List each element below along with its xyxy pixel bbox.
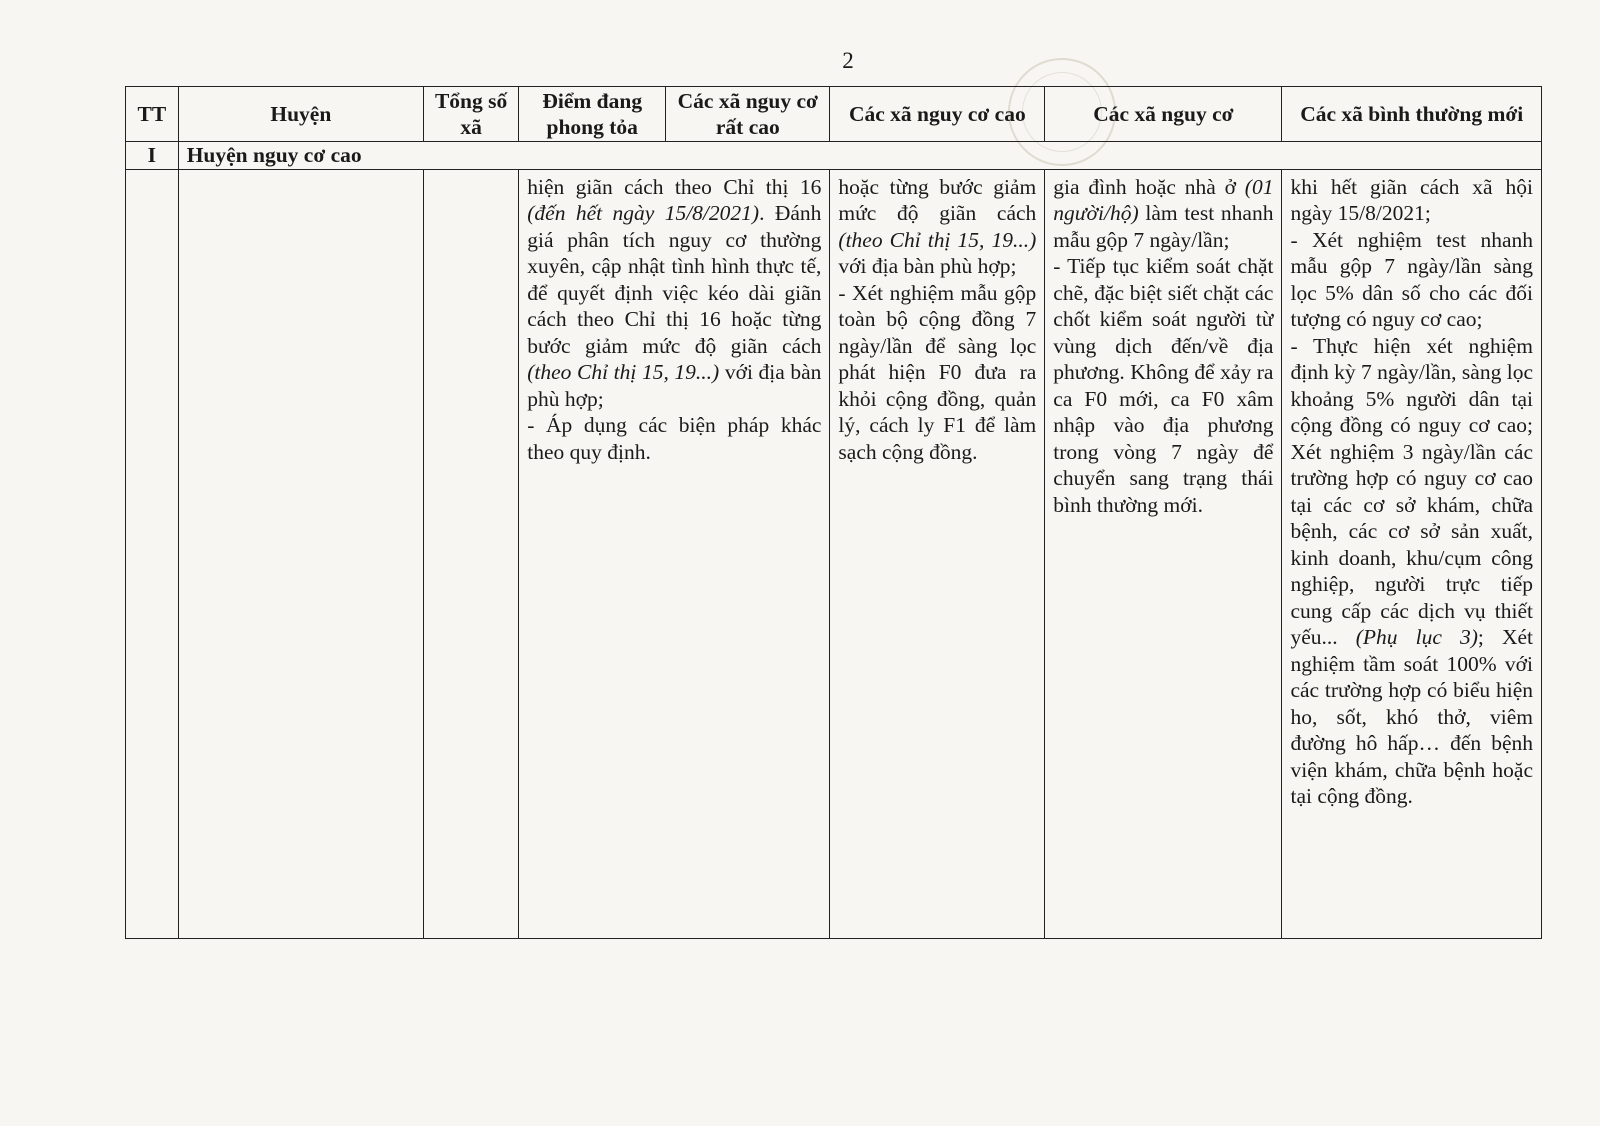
text-cao: hoặc từng bước giảm mức độ giãn cách (theo Chỉ thị 15, 19...) với địa bàn phù hợp; - Xét nghiệm mẫu gộp toàn bộ cộng đồng 7 ngày/lần để sàng lọc phát hiện F0 đưa ra khỏi cộng đồng, quản lý, cách ly F1 để làm sạch cộng đồng.	[838, 174, 1037, 464]
cell-binh-thuong	[1282, 169, 1542, 938]
section-row	[126, 142, 1542, 170]
section-tt: I	[126, 142, 179, 170]
header-diem-phong-toa: Điểm đang phong tỏa	[519, 87, 666, 142]
table-row	[126, 169, 1542, 938]
cell-cao	[830, 169, 1045, 938]
header-binh-thuong: Các xã bình thường mới	[1282, 87, 1542, 142]
header-tong-so-xa: Tổng số xã	[423, 87, 518, 142]
cell-diem-phong-toa	[519, 169, 830, 938]
section-title: Huyện nguy cơ cao	[178, 142, 1541, 170]
text-nguy-co: gia đình hoặc nhà ở (01 người/hộ) làm test nhanh mẫu gộp 7 ngày/lần; - Tiếp tục kiểm soát chặt chẽ, đặc biệt siết chặt các chốt kiểm soát người từ vùng dịch đến/về địa phương. Không để xảy ra ca F0 mới, ca F0 xâm nhập vào địa phương trong vòng 7 ngày để chuyển sang trạng thái bình thường mới.	[1053, 174, 1274, 517]
cell-nguy-co	[1045, 169, 1282, 938]
header-rat-cao: Các xã nguy cơ rất cao	[666, 87, 830, 142]
risk-classification-table	[125, 86, 1542, 939]
cell-tong-so-xa	[423, 169, 518, 938]
header-tt: TT	[126, 87, 179, 142]
text-binh-thuong: khi hết giãn cách xã hội ngày 15/8/2021; - Xét nghiệm test nhanh mẫu gộp 7 ngày/lần sàng lọc 5% dân số cho các đối tượng có nguy cơ cao; - Thực hiện xét nghiệm định kỳ 7 ngày/lần, sàng lọc khoảng 5% người dân tại cộng đồng có nguy cơ cao; Xét nghiệm 3 ngày/lần các trường hợp có nguy cơ cao tại các cơ sở khám, chữa bệnh, các cơ sở sản xuất, kinh doanh, khu/cụm công nghiệp, người trực tiếp cung cấp các dịch vụ thiết yếu... (Phụ lục 3); Xét nghiệm tầm soát 100% với các trường hợp có biểu hiện ho, sốt, khó thở, viêm đường hô hấp… đến bệnh viện khám, chữa bệnh hoặc tại cộng đồng.	[1290, 174, 1533, 808]
header-huyen: Huyện	[178, 87, 423, 142]
text-diem-phong-toa: hiện giãn cách theo Chỉ thị 16 (đến hết ngày 15/8/2021). Đánh giá phân tích nguy cơ thường xuyên, cập nhật tình hình thực tế, để quyết định việc kéo dài giãn cách theo Chỉ thị 16 hoặc từng bước giảm mức độ giãn cách (theo Chỉ thị 15, 19...) với địa bàn phù hợp; - Áp dụng các biện pháp khác theo quy định.	[527, 174, 822, 464]
cell-huyen	[178, 169, 423, 938]
table-header-row	[126, 87, 1542, 142]
header-nguy-co: Các xã nguy cơ	[1045, 87, 1282, 142]
cell-tt	[126, 169, 179, 938]
header-cao: Các xã nguy cơ cao	[830, 87, 1045, 142]
page-number: 2	[842, 48, 854, 73]
